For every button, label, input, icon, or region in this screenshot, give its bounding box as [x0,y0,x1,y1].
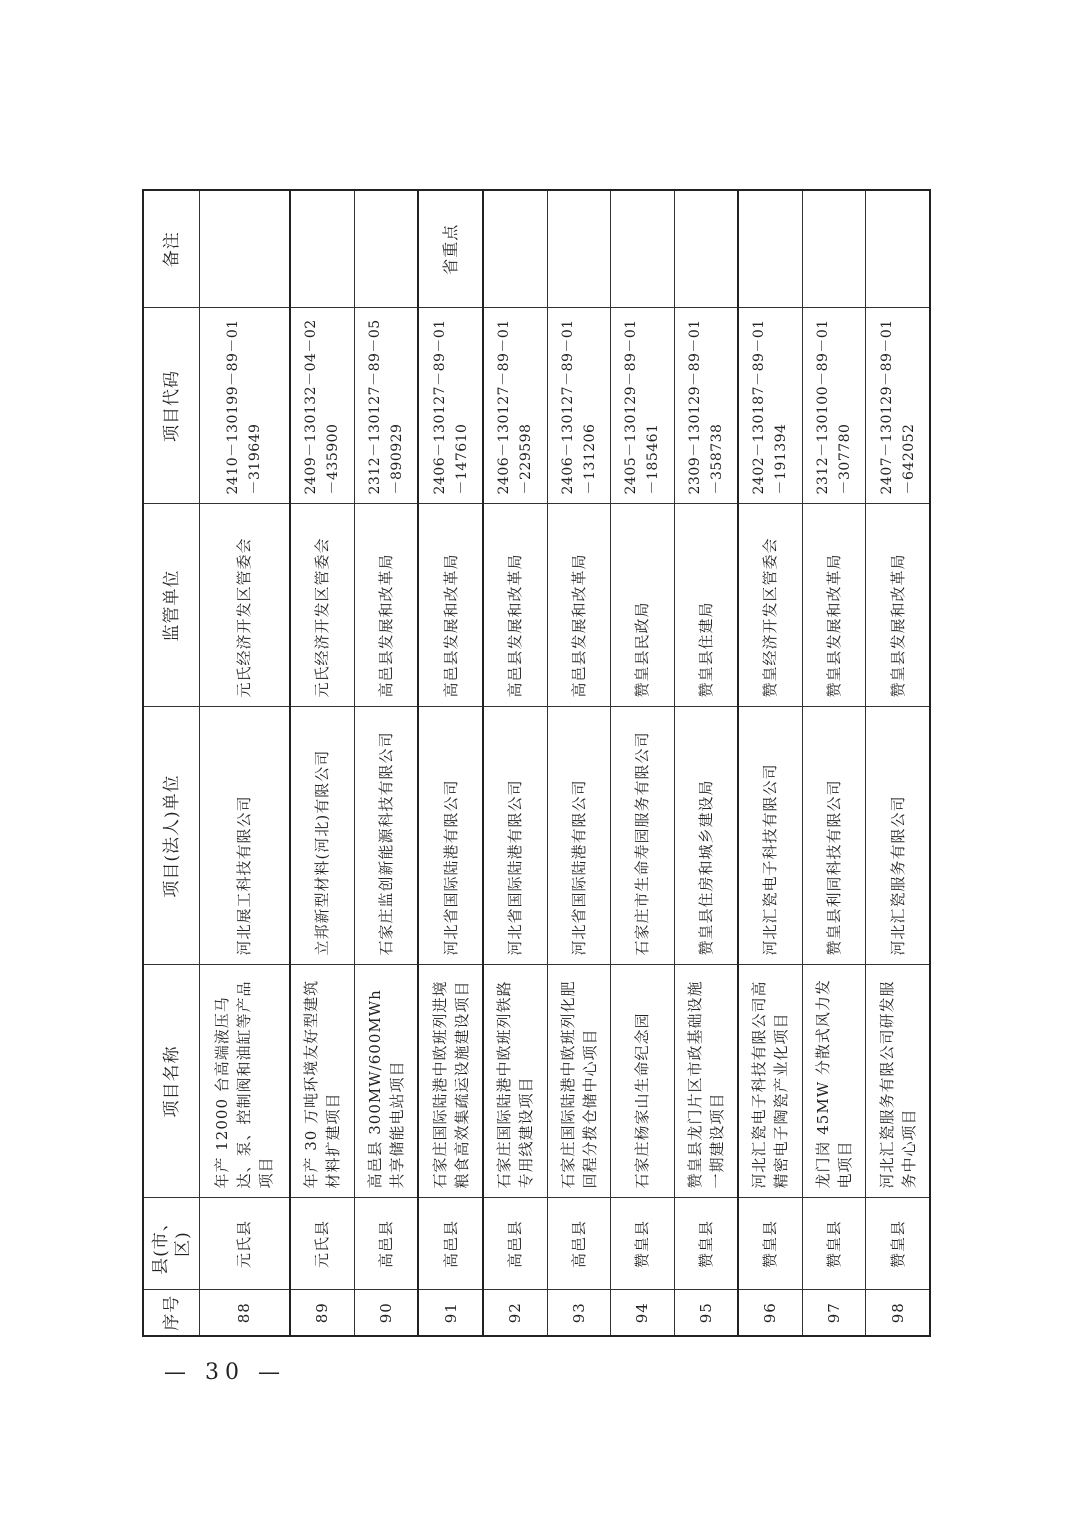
row-code: 2402－130187－89－01－191394 [738,308,802,504]
header-index: 序号 [143,1290,200,1336]
row-project-name: 石家庄国际陆港中欧班列铁路专用线建设项目 [483,965,547,1198]
header-note: 备注 [143,190,200,308]
row-note: 省重点 [418,190,483,308]
row-note [802,190,866,308]
row-county: 高邑县 [354,1198,418,1290]
header-unit: 项目(法人)单位 [143,707,200,965]
row-note [354,190,418,308]
row-unit: 赞皇县利同科技有限公司 [802,707,866,965]
table-row [738,190,802,1336]
row-supervisor: 高邑县发展和改革局 [547,504,611,707]
table-row [483,190,547,1336]
row-code: 2312－130100－89－01－307780 [802,308,866,504]
row-code: 2312－130127－89－05－890929 [354,308,418,504]
row-index: 90 [354,1290,418,1336]
table-row [354,190,418,1336]
table-row [547,190,611,1336]
row-index: 95 [674,1290,738,1336]
row-note [200,190,290,308]
row-code: 2406－130127－89－01－131206 [547,308,611,504]
row-index: 96 [738,1290,802,1336]
row-county: 赞皇县 [738,1198,802,1290]
row-supervisor: 赞皇县发展和改革局 [802,504,866,707]
table-header-row [143,190,200,1336]
row-project-name: 石家庄杨家山生命纪念园 [611,965,675,1198]
row-index: 89 [290,1290,354,1336]
row-county: 高邑县 [418,1198,483,1290]
row-index: 91 [418,1290,483,1336]
row-project-name: 高邑县 300MW/600MWh 共享储能电站项目 [354,965,418,1198]
row-code: 2410－130199－89－01－319649 [200,308,290,504]
row-unit: 石家庄监创新能源科技有限公司 [354,707,418,965]
row-supervisor: 高邑县发展和改革局 [354,504,418,707]
row-project-name: 河北汇瓷电子科技有限公司高精密电子陶瓷产业化项目 [738,965,802,1198]
row-note [738,190,802,308]
row-unit: 河北展工科技有限公司 [200,707,290,965]
row-supervisor: 赞皇县发展和改革局 [866,504,930,707]
row-supervisor: 元氏经济开发区管委会 [290,504,354,707]
row-unit: 河北汇瓷服务有限公司 [866,707,930,965]
row-unit: 河北省国际陆港有限公司 [418,707,483,965]
row-note [547,190,611,308]
rotated-table-wrapper [142,191,931,1337]
table-row [802,190,866,1336]
row-code: 2405－130129－89－01－185461 [611,308,675,504]
table-row [611,190,675,1336]
row-county: 赞皇县 [802,1198,866,1290]
header-supervisor: 监管单位 [143,504,200,707]
header-county: 县(市、区) [143,1198,200,1290]
row-supervisor: 赞皇县民政局 [611,504,675,707]
table-row [200,190,290,1336]
row-project-name: 河北汇瓷服务有限公司研发服务中心项目 [866,965,930,1198]
row-index: 98 [866,1290,930,1336]
row-county: 高邑县 [547,1198,611,1290]
row-supervisor: 高邑县发展和改革局 [483,504,547,707]
row-note [290,190,354,308]
row-supervisor: 赞皇县住建局 [674,504,738,707]
row-project-name: 年产 12000 台高端液压马达、泵、控制阀和油缸等产品项目 [200,965,290,1198]
row-note [611,190,675,308]
row-code: 2406－130127－89－01－147610 [418,308,483,504]
row-code: 2406－130127－89－01－229598 [483,308,547,504]
row-county: 赞皇县 [674,1198,738,1290]
row-supervisor: 赞皇经济开发区管委会 [738,504,802,707]
row-unit: 河北省国际陆港有限公司 [483,707,547,965]
header-project-name: 项目名称 [143,965,200,1198]
row-supervisor: 高邑县发展和改革局 [418,504,483,707]
row-county: 高邑县 [483,1198,547,1290]
header-code: 项目代码 [143,308,200,504]
row-note [674,190,738,308]
row-supervisor: 元氏经济开发区管委会 [200,504,290,707]
row-county: 赞皇县 [611,1198,675,1290]
row-code: 2409－130132－04－02－435900 [290,308,354,504]
row-note [483,190,547,308]
table-row [290,190,354,1336]
row-index: 92 [483,1290,547,1336]
row-project-name: 龙门岗 45MW 分散式风力发电项目 [802,965,866,1198]
row-code: 2309－130129－89－01－358738 [674,308,738,504]
row-index: 94 [611,1290,675,1336]
row-county: 赞皇县 [866,1198,930,1290]
row-county: 元氏县 [290,1198,354,1290]
row-project-name: 年产 30 万吨环境友好型建筑材料扩建项目 [290,965,354,1198]
row-unit: 立邦新型材料(河北)有限公司 [290,707,354,965]
row-unit: 河北汇瓷电子科技有限公司 [738,707,802,965]
table-row [674,190,738,1336]
row-index: 93 [547,1290,611,1336]
row-county: 元氏县 [200,1198,290,1290]
row-project-name: 石家庄国际陆港中欧班列化肥回程分拨仓储中心项目 [547,965,611,1198]
project-table [142,189,931,1337]
row-unit: 石家庄市生命寿园服务有限公司 [611,707,675,965]
page-number: — 30 — [164,1360,286,1385]
row-code: 2407－130129－89－01－642052 [866,308,930,504]
row-unit: 赞皇县住房和城乡建设局 [674,707,738,965]
row-unit: 河北省国际陆港有限公司 [547,707,611,965]
table-row [418,190,483,1336]
row-index: 97 [802,1290,866,1336]
row-project-name: 赞皇县龙门片区市政基础设施一期建设项目 [674,965,738,1198]
table-row [866,190,930,1336]
row-note [866,190,930,308]
row-project-name: 石家庄国际陆港中欧班列进境粮食高效集疏运设施建设项目 [418,965,483,1198]
row-index: 88 [200,1290,290,1336]
